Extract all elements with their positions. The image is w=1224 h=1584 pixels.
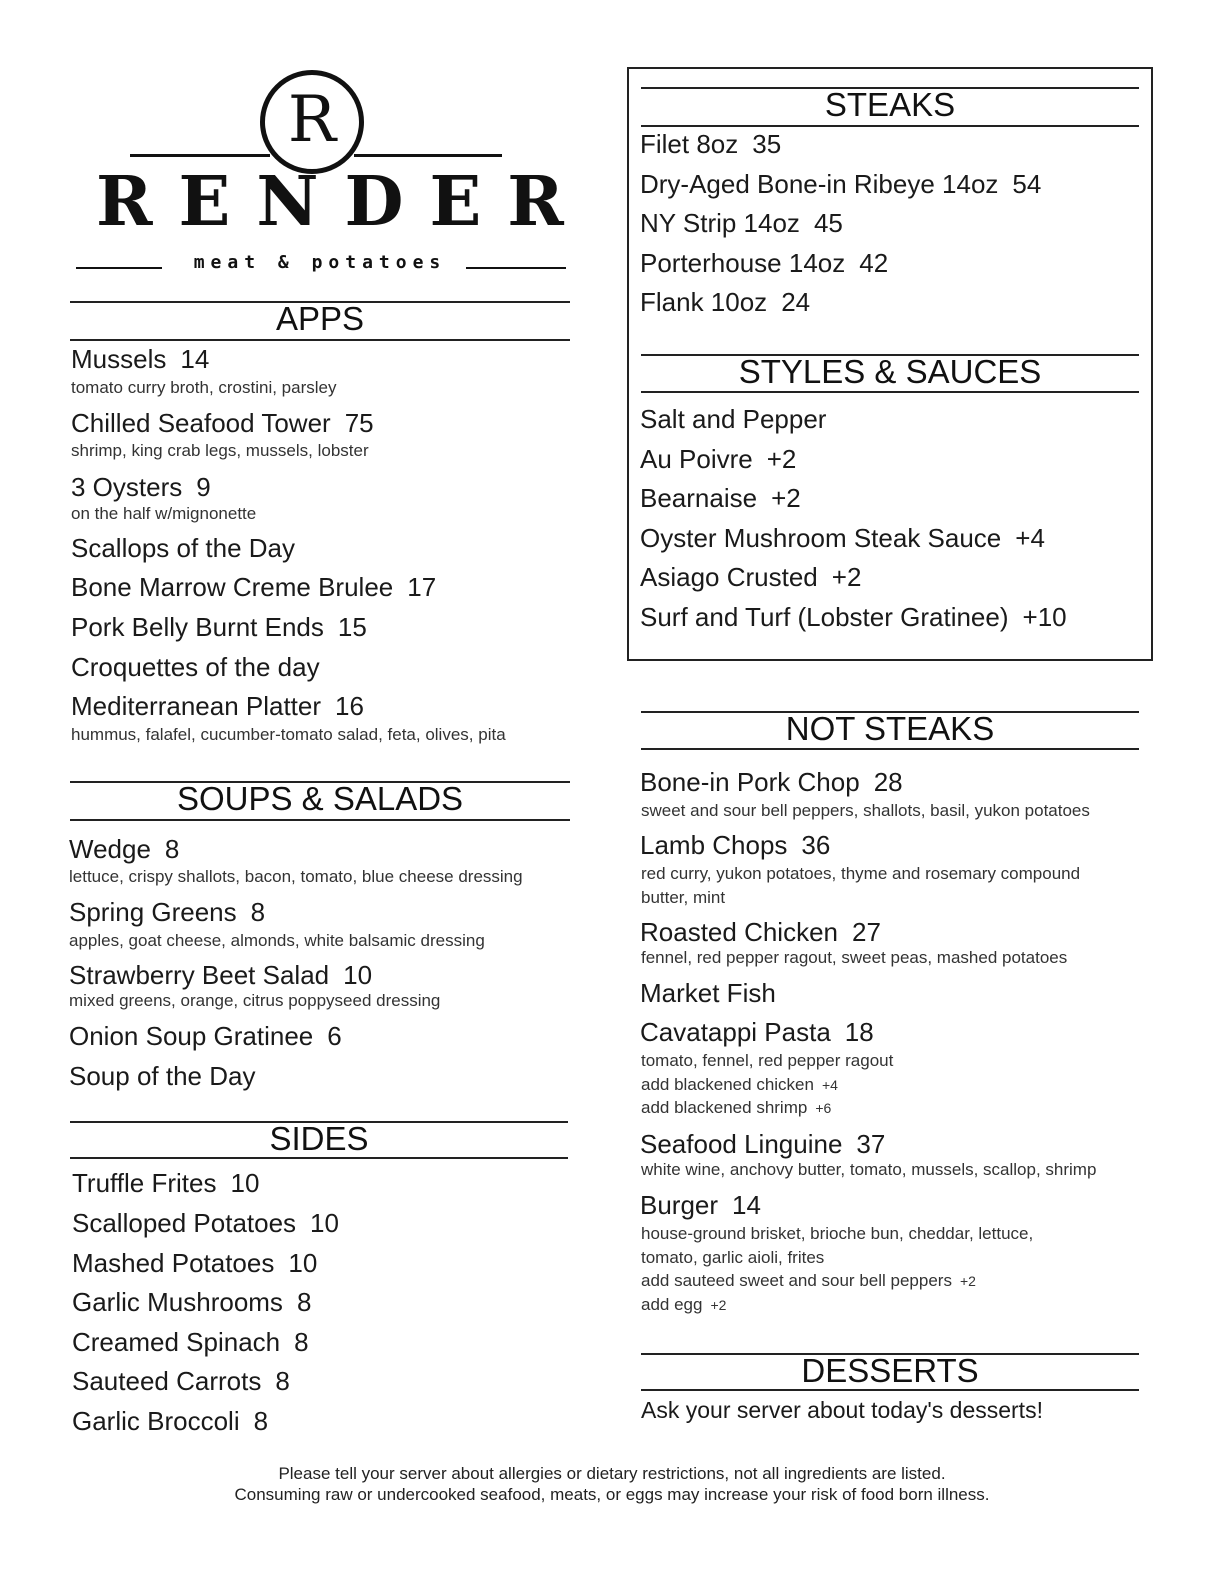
add-on-text: add blackened shrimp	[641, 1098, 808, 1117]
item-price: 45	[813, 208, 843, 238]
apps-header	[70, 301, 570, 341]
menu-item-name-line	[640, 1017, 874, 1048]
item-description: white wine, anchovy butter, tomato, mussels, scallop, shrimp	[641, 1160, 1097, 1179]
item-name: Creamed Spinach	[72, 1327, 281, 1357]
item-name: Asiago Crusted	[640, 562, 818, 592]
item-price: 10	[230, 1168, 260, 1198]
item-name: 3 Oysters	[71, 472, 183, 502]
item-price: 27	[852, 917, 881, 947]
item-price: 37	[856, 1129, 886, 1159]
item-name: Bone-in Pork Chop	[640, 767, 860, 797]
desserts-title: DESSERTS	[801, 1352, 979, 1389]
item-name: Filet 8oz	[640, 129, 739, 159]
item-name: Chilled Seafood Tower	[71, 408, 331, 438]
styles-header	[641, 354, 1139, 393]
item-price: 10	[343, 960, 373, 990]
menu-item-name-line	[640, 978, 776, 1009]
item-name: Au Poivre	[640, 444, 753, 474]
item-description: lettuce, crispy shallots, bacon, tomato, blue cheese dressing	[69, 867, 523, 886]
menu-item-name-line	[71, 691, 364, 722]
item-price: 54	[1012, 169, 1042, 199]
item-description: tomato curry broth, crostini, parsley	[71, 378, 337, 397]
item-name: Strawberry Beet Salad	[69, 960, 330, 990]
menu-item-name-line	[69, 897, 265, 928]
item-name: Burger	[640, 1190, 719, 1220]
item-name: Salt and Pepper	[640, 404, 827, 434]
item-name: Dry-Aged Bone-in Ribeye 14oz	[640, 169, 999, 199]
item-name: Surf and Turf (Lobster Gratinee)	[640, 602, 1009, 632]
not-steaks-header	[641, 711, 1139, 750]
item-name: Onion Soup Gratinee	[69, 1021, 314, 1051]
item-add-on	[641, 1075, 838, 1095]
item-price: 10	[310, 1208, 339, 1238]
menu-item-name-line	[71, 472, 211, 503]
item-name: NY Strip 14oz	[640, 208, 800, 238]
item-price: 8	[250, 897, 266, 927]
menu-item-name-line	[640, 483, 801, 514]
menu-item-name-line	[72, 1366, 290, 1397]
menu-item-name-line	[640, 602, 1067, 633]
item-price: 24	[781, 287, 811, 317]
add-on-price: +4	[821, 1076, 838, 1093]
item-price: 35	[752, 129, 782, 159]
item-price: 36	[801, 830, 831, 860]
item-name: Porterhouse 14oz	[640, 248, 846, 278]
item-name: Flank 10oz	[640, 287, 768, 317]
item-name: Scallops of the Day	[71, 533, 296, 563]
allergy-notice: Please tell your server about allergies or dietary restrictions, not all ingredients are listed.	[278, 1464, 946, 1483]
menu-item-name-line	[640, 404, 826, 435]
menu-item-name-line	[640, 208, 843, 239]
item-price: 9	[196, 472, 211, 502]
item-name: Sauteed Carrots	[72, 1366, 262, 1396]
item-description: fennel, red pepper ragout, sweet peas, mashed potatoes	[641, 948, 1068, 967]
menu-item-name-line	[640, 287, 810, 318]
desserts-header	[641, 1353, 1139, 1391]
item-price: 14	[732, 1190, 761, 1220]
item-description: red curry, yukon potatoes, thyme and rosemary compound	[641, 864, 1081, 883]
item-price: 16	[335, 691, 364, 721]
item-name: Mussels	[71, 344, 167, 374]
item-price: 6	[327, 1021, 342, 1051]
menu-item-name-line	[640, 830, 830, 861]
item-price: +2	[771, 483, 801, 513]
item-price: 17	[407, 572, 437, 602]
logo-name: RENDER	[96, 162, 590, 242]
item-name: Garlic Broccoli	[72, 1406, 240, 1436]
item-name: Seafood Linguine	[640, 1129, 843, 1159]
item-add-on	[641, 1271, 976, 1291]
menu-item-name-line	[69, 834, 179, 865]
item-name: Soup of the Day	[69, 1061, 256, 1091]
menu-item-name-line	[72, 1327, 309, 1358]
menu-item-name-line	[71, 612, 367, 643]
menu-item-name-line	[69, 1061, 255, 1092]
item-name: Market Fish	[640, 978, 776, 1008]
menu-item-name-line	[640, 767, 903, 798]
item-name: Roasted Chicken	[640, 917, 838, 947]
item-price: 8	[296, 1287, 312, 1317]
item-description: on the half w/mignonette	[71, 504, 257, 523]
item-description: hummus, falafel, cucumber-tomato salad, feta, olives, pita	[71, 725, 506, 744]
add-on-price: +6	[815, 1100, 832, 1116]
item-name: Wedge	[69, 834, 151, 864]
item-name: Mediterranean Platter	[71, 691, 322, 721]
logo-letter: R	[287, 83, 337, 157]
logo-rule-right	[354, 154, 502, 157]
add-on-text: add egg	[641, 1294, 703, 1314]
item-add-on	[641, 1098, 831, 1118]
item-price: 14	[180, 344, 210, 374]
apps-title: APPS	[275, 300, 365, 337]
menu-item-name-line	[640, 444, 796, 475]
item-price: 75	[344, 408, 374, 438]
sides-header	[70, 1121, 568, 1159]
item-description: tomato, fennel, red pepper ragout	[641, 1051, 894, 1070]
item-price: 28	[873, 767, 903, 797]
not-steaks-title: NOT STEAKS	[785, 710, 995, 747]
raw-food-warning: Consuming raw or undercooked seafood, meats, or eggs may increase your risk of food born illness.	[234, 1485, 990, 1504]
logo-rule-left	[130, 154, 270, 157]
menu-item-name-line	[640, 523, 1045, 554]
menu-item-name-line	[72, 1168, 259, 1199]
item-name: Spring Greens	[69, 897, 237, 927]
menu-item-name-line	[71, 344, 209, 375]
add-on-text: add blackened chicken	[641, 1074, 814, 1094]
item-price: 8	[294, 1327, 309, 1357]
menu-item-name-line	[72, 1406, 268, 1437]
add-on-price: +2	[710, 1296, 727, 1313]
item-name: Bearnaise	[640, 483, 758, 513]
item-description: house-ground brisket, brioche bun, cheddar, lettuce,	[641, 1224, 1034, 1243]
item-price: 8	[253, 1406, 269, 1436]
menu-item-name-line	[72, 1208, 339, 1239]
item-name: Bone Marrow Creme Brulee	[71, 572, 394, 602]
add-on-price: +2	[959, 1273, 976, 1289]
item-name: Truffle Frites	[72, 1168, 217, 1198]
item-description: shrimp, king crab legs, mussels, lobster	[71, 441, 369, 460]
menu-item-name-line	[69, 960, 372, 991]
menu-item-name-line	[640, 248, 888, 279]
menu-item-name-line	[71, 652, 320, 683]
item-price: 42	[859, 248, 889, 278]
item-name: Cavatappi Pasta	[640, 1017, 831, 1047]
item-add-on	[641, 1295, 726, 1315]
item-name: Croquettes of the day	[71, 652, 320, 682]
menu-item-name-line	[640, 1129, 885, 1160]
item-price: 10	[288, 1248, 318, 1278]
item-price: +2	[831, 562, 862, 592]
menu-item-name-line	[640, 917, 881, 948]
item-price: +10	[1022, 602, 1067, 632]
menu-item-name-line	[72, 1248, 317, 1279]
item-price: +2	[766, 444, 797, 474]
item-name: Garlic Mushrooms	[72, 1287, 283, 1317]
item-description: apples, goat cheese, almonds, white balsamic dressing	[69, 931, 485, 950]
styles-title: STYLES & SAUCES	[738, 353, 1042, 390]
soups-header	[70, 781, 570, 821]
sides-title: SIDES	[269, 1120, 369, 1157]
menu-item-name-line	[71, 533, 295, 564]
item-price: 18	[844, 1017, 874, 1047]
item-name: Mashed Potatoes	[72, 1248, 275, 1278]
item-name: Lamb Chops	[640, 830, 788, 860]
menu-item-name-line	[71, 408, 374, 439]
item-name: Pork Belly Burnt Ends	[71, 612, 324, 642]
item-price: 15	[337, 612, 367, 642]
menu-item-name-line	[640, 169, 1041, 200]
menu-item-name-line	[640, 1190, 761, 1221]
steaks-header	[641, 87, 1139, 127]
logo-tagline: meat & potatoes	[193, 252, 447, 273]
menu-item-name-line	[71, 572, 436, 603]
item-description: tomato, garlic aioli, frites	[641, 1247, 825, 1267]
item-description: sweet and sour bell peppers, shallots, basil, yukon potatoes	[641, 801, 1090, 820]
restaurant-logo	[70, 66, 590, 286]
item-price: 8	[164, 834, 180, 864]
desserts-text: Ask your server about today's desserts!	[641, 1397, 1043, 1423]
menu-item-name-line	[69, 1021, 342, 1052]
steaks-title: STEAKS	[824, 86, 956, 123]
soups-title: SOUPS & SALADS	[176, 780, 464, 817]
menu-item-name-line	[72, 1287, 311, 1318]
add-on-text: add sauteed sweet and sour bell peppers	[641, 1271, 952, 1290]
item-price: +4	[1015, 523, 1045, 553]
item-description: butter, mint	[641, 887, 726, 907]
item-description: mixed greens, orange, citrus poppyseed dressing	[69, 991, 441, 1010]
item-price: 8	[275, 1366, 290, 1396]
item-name: Oyster Mushroom Steak Sauce	[640, 523, 1002, 553]
item-name: Scalloped Potatoes	[72, 1208, 297, 1238]
menu-item-name-line	[640, 562, 861, 593]
menu-item-name-line	[640, 129, 781, 160]
